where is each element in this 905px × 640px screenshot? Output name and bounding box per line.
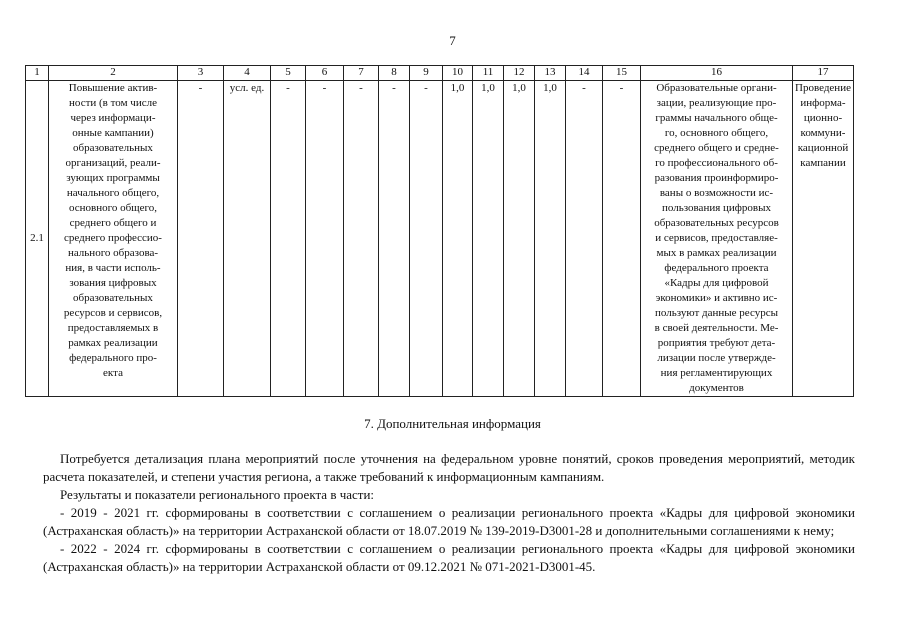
header-cell: 5 [271,66,306,81]
cell-15: - [603,81,641,397]
header-cell: 2 [49,66,178,81]
row-number: 2.1 [26,81,49,397]
cell-7: - [344,81,379,397]
header-cell: 8 [379,66,410,81]
cell-6: - [306,81,344,397]
header-cell: 10 [443,66,473,81]
cell-11: 1,0 [473,81,504,397]
header-cell: 1 [26,66,49,81]
cell-9: - [410,81,443,397]
paragraph: - 2019 - 2021 гг. сформированы в соответствии с соглашением о реализации регионального проекта «Кадры для цифровой экономики (Астраханская область)» на территории Астраханской области от 18.07.2019 № 139-2019-D3001-28 и дополнительными соглашениями к нему; [43,505,855,538]
paragraph: - 2022 - 2024 гг. сформированы в соответствии с соглашением о реализации регионального проекта «Кадры для цифровой экономики (Астраханская область)» на территории Астраханской области от 09.12.2021 № 071-2021-D3001-45. [43,541,855,574]
cell-8: - [379,81,410,397]
header-cell: 15 [603,66,641,81]
cell-13: 1,0 [535,81,566,397]
cell-10: 1,0 [443,81,473,397]
header-cell: 17 [793,66,854,81]
cell-3: - [178,81,224,397]
header-cell: 6 [306,66,344,81]
paragraph: Результаты и показатели регионального проекта в части: [60,487,375,502]
header-cell: 4 [224,66,271,81]
paragraph: Потребуется детализация плана мероприятий после уточнения на федеральном уровне понятий, сроков проведения мероприятий, методик расчета показателей, и степени участия региона, а также требований к информационным кампаниям. [43,451,855,484]
page-number: 7 [449,33,456,48]
header-cell: 12 [504,66,535,81]
cell-12: 1,0 [504,81,535,397]
header-cell: 14 [566,66,603,81]
unit-cell: усл. ед. [224,81,271,397]
note-cell: Проведение информа- ционно- коммуни- кационной кампании [793,81,854,397]
table-row [26,81,854,397]
activity-title: Повышение актив- ности (в том числе через информаци- онные кампании) образовательных организаций, реали- зующих программы начального общего, основного общего, среднего общего и среднего профессио- нального образова- ния, в части исполь- зования цифровых образовательных ресурсов и сервисов, предоставляемых в рамках реализации федерального про- екта [49,81,178,397]
header-cell: 13 [535,66,566,81]
plan-table [25,65,854,397]
cell-14: - [566,81,603,397]
table-header-row [26,66,854,81]
additional-info-text [43,450,855,576]
header-cell: 16 [641,66,793,81]
header-cell: 3 [178,66,224,81]
header-cell: 7 [344,66,379,81]
section-title: 7. Дополнительная информация [364,416,541,431]
cell-5: - [271,81,306,397]
header-cell: 11 [473,66,504,81]
header-cell: 9 [410,66,443,81]
result-description: Образовательные органи- зации, реализующие про- граммы начального обще- го, основного общего, среднего общего и средне- го профессионального об- разования проинформиро- ваны о возможности ис- пользования цифровых образовательных ресурсов и сервисов, предоставляе- мых в рамках реализации федерального проекта «Кадры для цифровой экономики» и активно ис- пользуют данные ресурсы в своей деятельности. Ме- роприятия требуют дета- лизации после утвержде- ния регламентирующих документов [641,81,793,397]
